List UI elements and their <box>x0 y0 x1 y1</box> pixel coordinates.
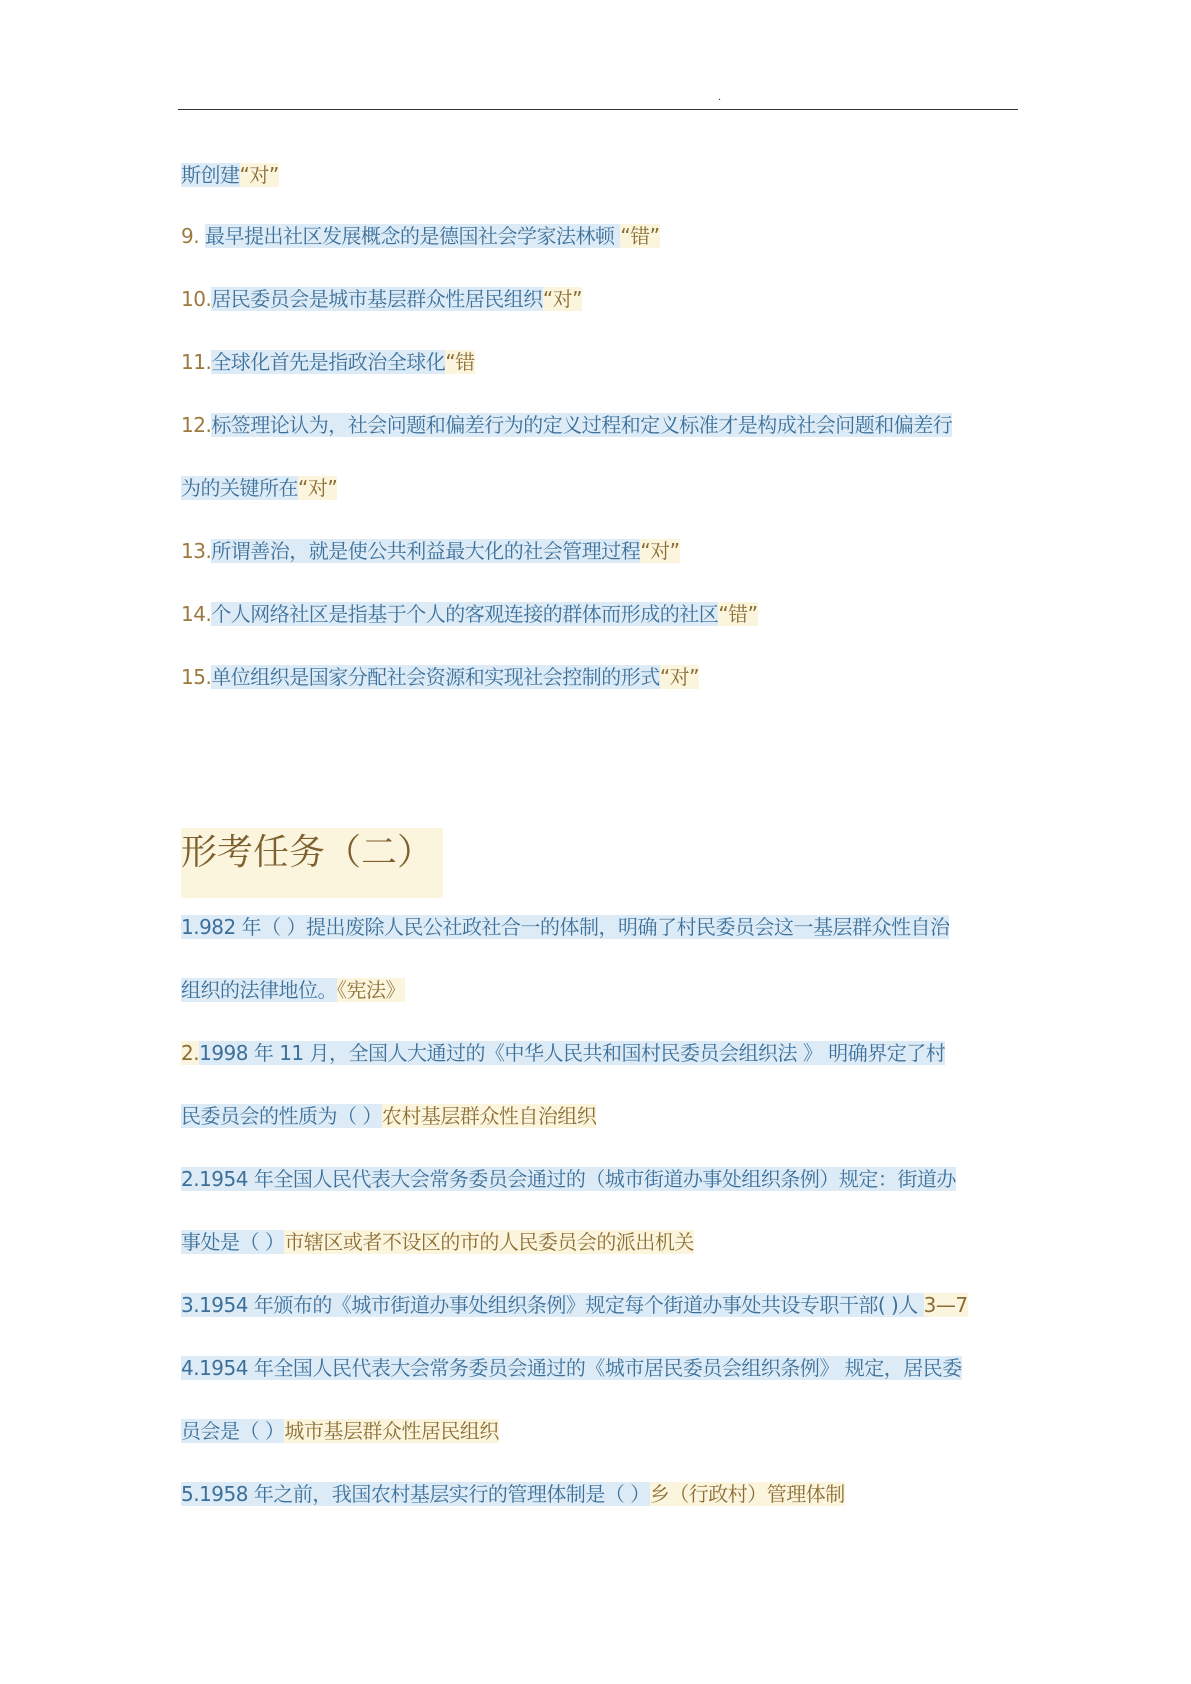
question-text: 斯创建 <box>181 163 240 187</box>
answer-text: “错 <box>445 350 475 374</box>
question-text: 1998 年 11 月，全国人大通过的《中华人民共和国村民委员会组织法 》 明确界定了村 <box>199 1041 946 1065</box>
question-text: 个人网络社区是指基于个人的客观连接的群体而形成的社区 <box>211 602 719 626</box>
item-number: 9. <box>181 224 205 248</box>
question-2a <box>181 1035 945 1071</box>
answer-text: “错” <box>718 602 758 626</box>
question-2a-continued <box>181 1098 596 1134</box>
item-number: 2. <box>181 1041 200 1065</box>
item-14 <box>181 596 758 632</box>
question-2b-continued <box>181 1224 694 1260</box>
question-1 <box>181 909 949 945</box>
question-2b <box>181 1161 956 1197</box>
header-rule <box>178 109 1018 110</box>
answer-text: 市辖区或者不设区的市的人民委员会的派出机关 <box>284 1230 694 1254</box>
question-3 <box>181 1287 968 1323</box>
answer-text: “对” <box>640 539 680 563</box>
answer-text: 3—7 <box>923 1293 968 1317</box>
item-number: 15. <box>181 665 212 689</box>
item-12 <box>181 407 952 443</box>
question-1-continued <box>181 972 405 1008</box>
item-9 <box>181 218 660 254</box>
question-text: 3.1954 年颁布的《城市街道办事处组织条例》规定每个街道办事处共设专职干部( )人 <box>181 1293 924 1317</box>
question-text: 单位组织是国家分配社会资源和实现社会控制的形式 <box>211 665 660 689</box>
question-text: 标签理论认为，社会问题和偏差行为的定义过程和定义标准才是构成社会问题和偏差行 <box>211 413 953 437</box>
question-text: 民委员会的性质为（ ） <box>181 1104 382 1128</box>
item-number: 12. <box>181 413 212 437</box>
item-15 <box>181 659 699 695</box>
answer-text: 农村基层群众性自治组织 <box>381 1104 597 1128</box>
answer-text: 乡（行政村）管理体制 <box>649 1482 845 1506</box>
answer-text: “错” <box>620 224 660 248</box>
question-text: 事处是（ ） <box>181 1230 285 1254</box>
item-number: 11. <box>181 350 212 374</box>
item-13 <box>181 533 680 569</box>
answer-text: “对” <box>542 287 583 311</box>
question-text: 5.1958 年之前，我国农村基层实行的管理体制是（ ） <box>181 1482 650 1506</box>
item-number: 14. <box>181 602 212 626</box>
answer-text: 城市基层群众性居民组织 <box>284 1419 499 1443</box>
question-text: 2.1954 年全国人民代表大会常务委员会通过的（城市街道办事处组织条例）规定：街道办 <box>181 1167 956 1191</box>
continued-line <box>181 157 279 193</box>
answer-text: “对” <box>239 163 279 187</box>
question-4-continued <box>181 1413 499 1449</box>
question-text: 1.982 年（ ）提出废除人民公社政社合一的体制，明确了村民委员会这一基层群众性自治 <box>181 915 950 939</box>
header-mark: . <box>718 92 722 103</box>
question-text: 最早提出社区发展概念的是德国社会学家法林顿 <box>204 224 621 248</box>
question-text: 全球化首先是指政治全球化 <box>211 350 446 374</box>
item-12-continued <box>181 470 337 506</box>
question-text: 员会是（ ） <box>181 1419 285 1443</box>
answer-text: “对” <box>659 665 700 689</box>
question-text: 所谓善治，就是使公共利益最大化的社会管理过程 <box>211 539 641 563</box>
question-text: 居民委员会是城市基层群众性居民组织 <box>211 287 543 311</box>
item-10 <box>181 281 582 317</box>
answer-text: “对” <box>298 476 338 500</box>
question-text: 为的关键所在 <box>181 476 298 500</box>
item-number: 10. <box>181 287 212 311</box>
question-text: 组织的法律地位。 <box>181 978 337 1002</box>
section-title: 形考任务（二） <box>181 828 443 898</box>
question-4 <box>181 1350 962 1386</box>
item-number: 13. <box>181 539 212 563</box>
question-text: 4.1954 年全国人民代表大会常务委员会通过的《城市居民委员会组织条例》 规定，居民委 <box>181 1356 962 1380</box>
item-11 <box>181 344 475 380</box>
question-5 <box>181 1476 845 1512</box>
answer-text: 《宪法》 <box>337 978 405 1002</box>
